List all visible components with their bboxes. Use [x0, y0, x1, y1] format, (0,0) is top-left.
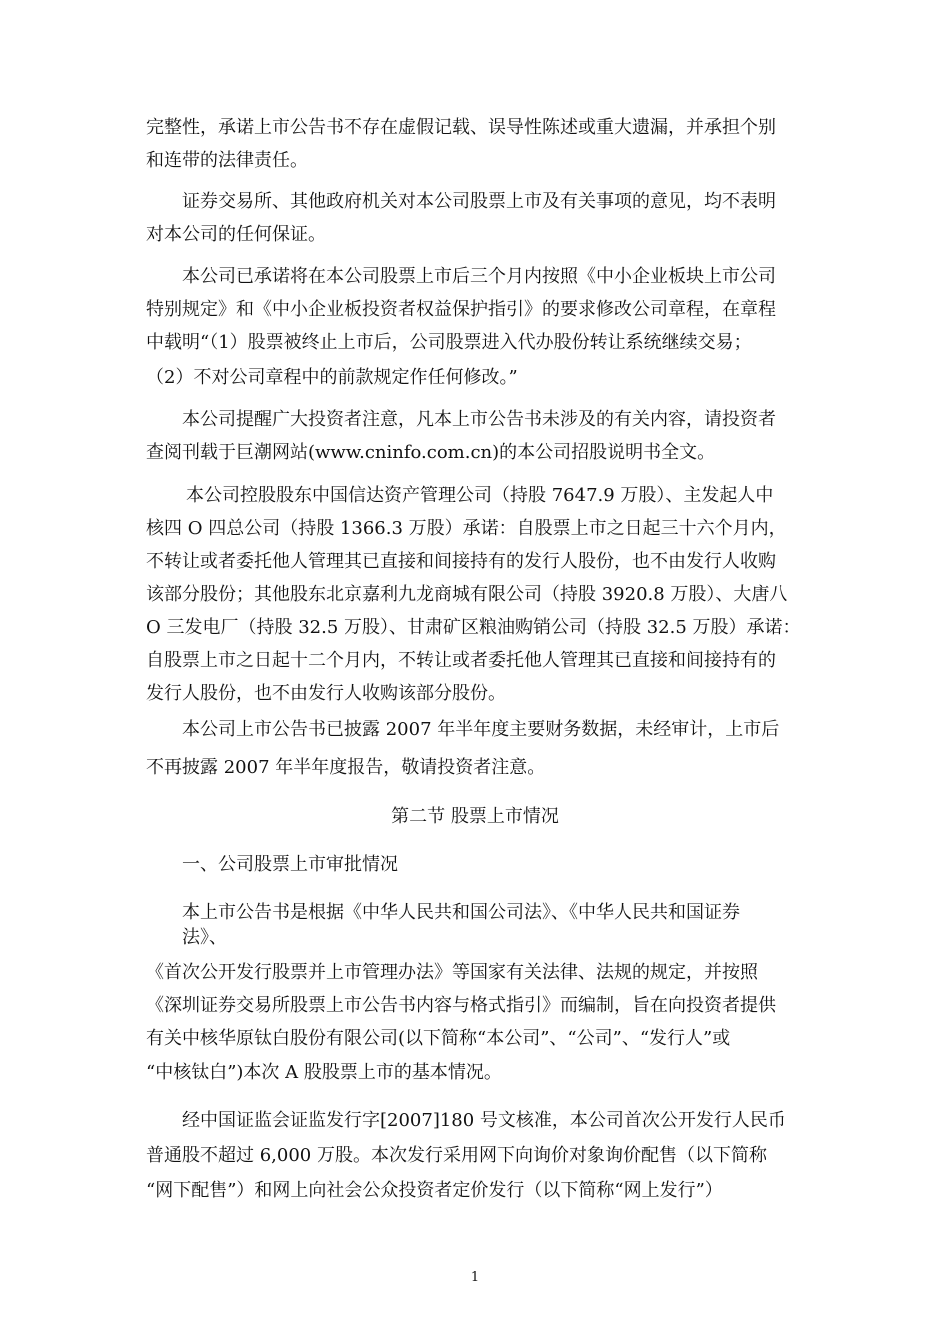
text-line: 不转让或者委托他人管理其已直接和间接持有的发行人股份，也不由发行人收购 [146, 551, 776, 572]
subsection-heading: 一、公司股票上市审批情况 [182, 854, 398, 875]
text-line: 本公司已承诺将在本公司股票上市后三个月内按照《中小企业板块上市公司 [182, 266, 776, 287]
text-line: （2）不对公司章程中的前款规定作任何修改。” [146, 367, 518, 388]
text-line: 《深圳证券交易所股票上市公告书内容与格式指引》而编制，旨在向投资者提供 [146, 995, 776, 1016]
text-line: 自股票上市之日起十二个月内，不转让或者委托他人管理其已直接和间接持有的 [146, 650, 776, 671]
text-line: 证券交易所、其他政府机关对本公司股票上市及有关事项的意见，均不表明 [182, 191, 776, 212]
text-line: 普通股不超过 6,000 万股。本次发行采用网下向询价对象询价配售（以下简称 [146, 1145, 767, 1166]
text-line: 核四 O 四总公司（持股 1366.3 万股）承诺：自股票上市之日起三十六个月内， [146, 518, 787, 539]
text-line: “中核钛白”)本次 A 股股票上市的基本情况。 [146, 1062, 502, 1083]
text-line: 查阅刊载于巨潮网站(www.cninfo.com.cn)的本公司招股说明书全文。 [146, 442, 716, 463]
text-line: 经中国证监会证监发行字[2007]180 号文核准，本公司首次公开发行人民币 [182, 1110, 786, 1131]
text-line: 法》、 [182, 927, 227, 948]
text-line: 本公司上市公告书已披露 2007 年半年度主要财务数据，未经审计，上市后 [182, 719, 780, 740]
text-line: 对本公司的任何保证。 [146, 224, 326, 245]
text-line: 《首次公开发行股票并上市管理办法》等国家有关法律、法规的规定，并按照 [146, 962, 758, 983]
section-heading: 第二节 股票上市情况 [391, 806, 559, 827]
text-line: 有关中核华原钛白股份有限公司(以下简称“本公司”、“公司”、“发行人”或 [146, 1028, 731, 1049]
text-line: 本公司控股股东中国信达资产管理公司（持股 7647.9 万股）、主发起人中 [186, 485, 774, 506]
text-line: 本公司提醒广大投资者注意，凡本上市公告书未涉及的有关内容，请投资者 [182, 409, 776, 430]
text-line: 特别规定》和《中小企业板投资者权益保护指引》的要求修改公司章程，在章程 [146, 299, 776, 320]
text-line: 完整性，承诺上市公告书不存在虚假记载、误导性陈述或重大遗漏，并承担个别 [146, 117, 776, 138]
text-line: 中载明“（1）股票被终止上市后，公司股票进入代办股份转让系统继续交易； [146, 332, 752, 353]
text-line: 该部分股份；其他股东北京嘉利九龙商城有限公司（持股 3920.8 万股）、大唐八 [146, 584, 788, 605]
page-number: 1 [470, 1270, 480, 1285]
text-line: “网下配售”）和网上向社会公众投资者定价发行（以下简称“网上发行”） [146, 1180, 723, 1201]
text-line: 本上市公告书是根据《中华人民共和国公司法》、《中华人民共和国证券 [182, 902, 740, 923]
text-line: O 三发电厂（持股 32.5 万股）、甘肃矿区粮油购销公司（持股 32.5 万股）承诺： [146, 617, 801, 638]
text-line: 和连带的法律责任。 [146, 150, 308, 171]
text-line: 不再披露 2007 年半年度报告，敬请投资者注意。 [146, 757, 546, 778]
text-line: 发行人股份，也不由发行人收购该部分股份。 [146, 683, 506, 704]
